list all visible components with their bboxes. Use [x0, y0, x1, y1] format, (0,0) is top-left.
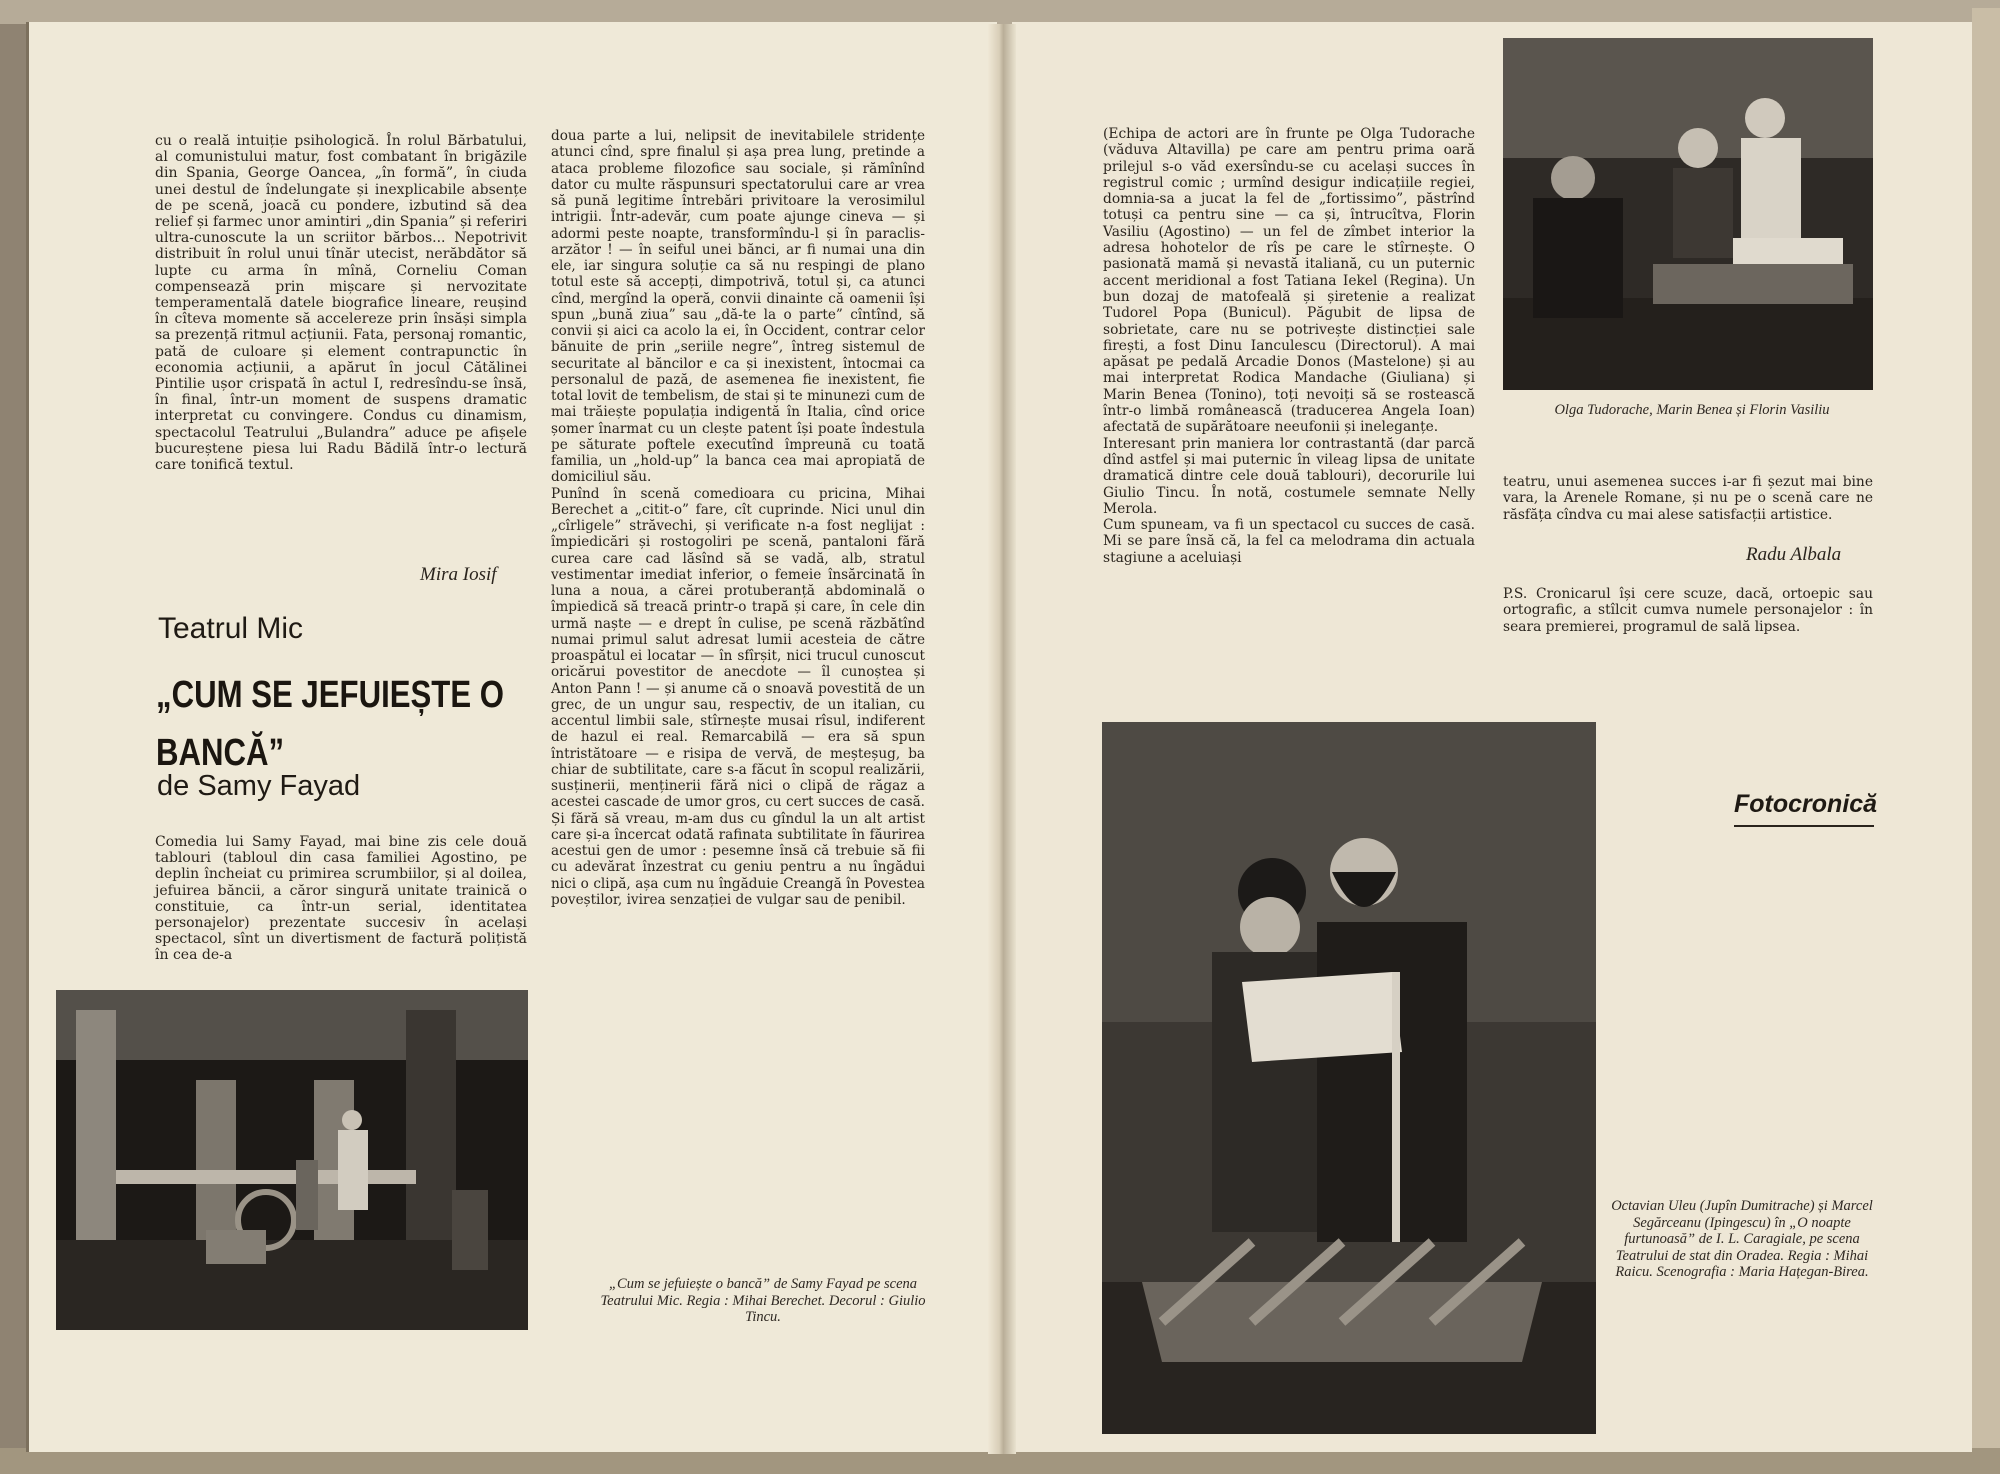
article-intro-column: Comedia lui Samy Fayad, mai bine zis cele două tablouri (tabloul din casa familiei Agostino, pe deplin încheiat cu primirea scrumbiilor, și al doilea, jefuirea băncii, a căror singură unitate trainică o constituie, ca într-un serial, identitatea personajelor) prezentate succesiv în același spectacol, sînt un divertisment de factură polițistă în cea de-a — [155, 834, 527, 964]
book-edge — [1972, 8, 2000, 1474]
article-column-4: teatru, unui asemenea succes i-ar fi șezut mai bine vara, la Arenele Romane, și nu pe o scenă care ne răsfăța cîndva cu mai alese satisfacții artistice. — [1503, 474, 1873, 523]
play-title: „CUM SE JEFUIEȘTE O BANCĂ” — [156, 674, 505, 774]
photo-caption-noapte-furtunoasa: Octavian Uleu (Jupîn Dumitrache) și Marcel Segărceanu (Ipingescu) în „O noapte furtunoasă” de I. L. Caragiale, pe scena Teatrului de stat din Oradea. Regia : Mihai Raicu. Scenografia : Maria Hațegan-Birea. — [1611, 1198, 1873, 1280]
stage-photo-noapte-furtunoasa — [1102, 722, 1596, 1434]
signature-mira-iosif: Mira Iosif — [420, 564, 497, 585]
theatre-heading: Teatrul Mic — [158, 612, 304, 645]
stage-photo-olga-tudorache — [1503, 38, 1873, 390]
book-spine — [988, 24, 1016, 1454]
photo-caption-bank: „Cum se jefuiește o bancă” de Samy Fayad pe scena Teatrului Mic. Regia : Mihai Berechet. Decorul : Giulio Tincu. — [600, 1276, 926, 1325]
stage-photo-bank — [56, 990, 528, 1330]
section-title-fotocronica: Fotocronică — [1734, 790, 1874, 827]
photo-caption-olga: Olga Tudorache, Marin Benea și Florin Vasiliu — [1554, 402, 1830, 418]
article-column-1: cu o reală intuiție psihologică. În rolul Bărbatului, al comunistului matur, fost combatant în brigăzile din Spania, George Oancea, „în formă”, în ciuda unei destul de îndelungate și inexplicabile absențe de pe scenă, joacă cu pondere, izbutind să dea relief și farmec unor amintiri „din Spania” și referiri ultra-cunoscute la un scriitor bărbos... Nepotrivit distribuit în rolul unui tînăr utecist, nerăbdător să lupte cu arma în mînă, Corneliu Coman compensează prin mișcare și nervozitate temperamentală datele biografice lineare, reușind în cîteva momente să accelereze prin însăși simpla sa prezență ritmul acțiunii. Fata, personaj romantic, pată de culoare și element contrapunctic în economia acțiunii, a apărut în jocul Cătălinei Pintilie ușor crispată în actul I, redresîndu-se însă, în final, într-un moment de suspens dramatic interpretat cu convingere. Condus cu dinamism, spectacolul Teatrului „Bulandra” aduce pe afișele bucureștene piesa lui Radu Bădilă într-o lectură care tonifică textul. — [155, 133, 527, 474]
article-column-2: doua parte a lui, nelipsit de inevitabilele stridențe atunci cînd, spre finalul și așa prea lung, pretinde a ataca probleme filozofice sau sociale, și rămînînd dator cu multe răspunsuri spectatorului care ar vrea să pună legitime întrebări privitoare la verosimilul intrigii. Într-adevăr, cum poate ajunge cineva — și adormi peste noapte, transformîndu-l și în paraclis-arzător ! — în seiful unei bănci, ar fi numai una din ele, iar singura soluție ca să nu respingi de plano totul este să accepți, dimpotrivă, totul și, ca atunci cînd, mergînd la operă, convii dinainte că oamenii își spun „bună ziua” sau „dă-te la o parte” cîntînd, să convii și aici ca acolo la ei, în Occident, contrar celor bănuite de prin „seriile negre”, întreg sistemul de securitate al băncilor e ca și inexistent, întocmai ca personalul de pază, de asemenea fie inexistent, fie total lovit de tembelism, de stai și te minunezi cum de mai trăiește populația indigentă în Italia, cînd orice șomer înarmat cu un clește patent își poate îndestula pe săturate poftele executînd împreună cu toată familia, un „hold-up” la banca cea mai apropiată de domiciliul său. Punînd în scenă comedioara cu pricina, Mihai Berechet a „citit-o” fare, cît cuprinde. Nici unul din „cîrligele” străvechi, și verificate n-a fost neglijat : împiedicări și rostogoliri pe scenă, pantaloni fără curea care cad lăsînd să se vadă, alb, stratul vestimentar imediat inferior, o femeie însărcinată în luna a noua, a cărei protuberanță abdominală o împiedică să treacă printr-o trapă și care, în cele din urmă naște — e drept în culise, pe scenă răzbătînd numai primul salut adresat lumii acesteia de către proaspătul ei locatar — în sfîrșit, nici trucul cunoscut oricărui povestitor de anecdote — îl cunoștea și Anton Pann ! — și anume că o snoavă povestită de un grec, de un ungur sau, respectiv, de un italian, cu accentul limbii sale, stîrnește musai rîsul, indiferent de hazul ei real. Remarcabilă — era să spun întristătoare — e risipa de vervă, de meșteșug, ba chiar de subtilitate, care s-a făcut în scopul realizării, susținerii, menținerii fără nici o clipă de răgaz a acestei cascade de umor gros, cu cert succes de casă. Și fără să vreau, m-am dus cu gîndul la un alt artist care și-a încercat odată rafinata subtilitate în făurirea acestui gen de umor : pesemne însă că trebuie să fii cu adevărat înzestrat cu geniu pentru a nu îngădui nici o clipă, așa cum nu îngăduie Creangă în Povestea poveștilor, ivirea senzației de vulgar sau de penibil. — [551, 128, 925, 908]
article-column-3: (Echipa de actori are în frunte pe Olga Tudorache (văduva Altavilla) pe care am pentru prima oară prilejul s-o văd exersîndu-se cu același succes în registrul comic ; urmînd desigur indicațiile regiei, domnia-sa a jucat la fel de „fortissimo”, păstrînd totuși ca pentru sine — ca și, întrucîtva, Florin Vasiliu (Agostino) — un fel de zîmbet interior la adresa hohotelor de rîs pe care le stîrnește. O pasionată mamă și nevastă italiană, cu un puternic accent meridional a fost Tatiana Iekel (Regina). Un bun dozaj de matofeală și șiretenie a realizat Tudorel Popa (Bunicul). Păgubit de lipsa de sobrietate, care nu se potrivește distincției sale firești, a fost Dinu Ianculescu (Directorul). A mai apăsat pe pedală Arcadie Donos (Mastelone) și au mai interpretat Rodica Mandache (Giuliana) și Marin Benea (Tonino), toți nevoiți să se rostească într-o limbă românească (traducerea Angela Ioan) afectată de supărătoare neeufonii și ineleganțe. Interesant prin maniera lor contrastantă (dar parcă dînd astfel și mai puternic în vileag lipsa de unitate dramatică dintre cele două tablouri), decorurile lui Giulio Tincu. În notă, costumele semnate Nelly Merola. Cum spuneam, va fi un spectacol cu succes de casă. Mi se pare însă că, la fel ca melodrama din actuala stagiune a aceluiași — [1103, 126, 1475, 566]
signature-radu-albala: Radu Albala — [1746, 544, 1842, 565]
postscript-note: P.S. Cronicarul își cere scuze, dacă, ortoepic sau ortografic, a stîlcit cumva numele personajelor : în seara premierei, programul de sală lipsea. — [1503, 586, 1873, 635]
play-author: de Samy Fayad — [157, 770, 361, 802]
scan-background-top — [0, 0, 2000, 24]
